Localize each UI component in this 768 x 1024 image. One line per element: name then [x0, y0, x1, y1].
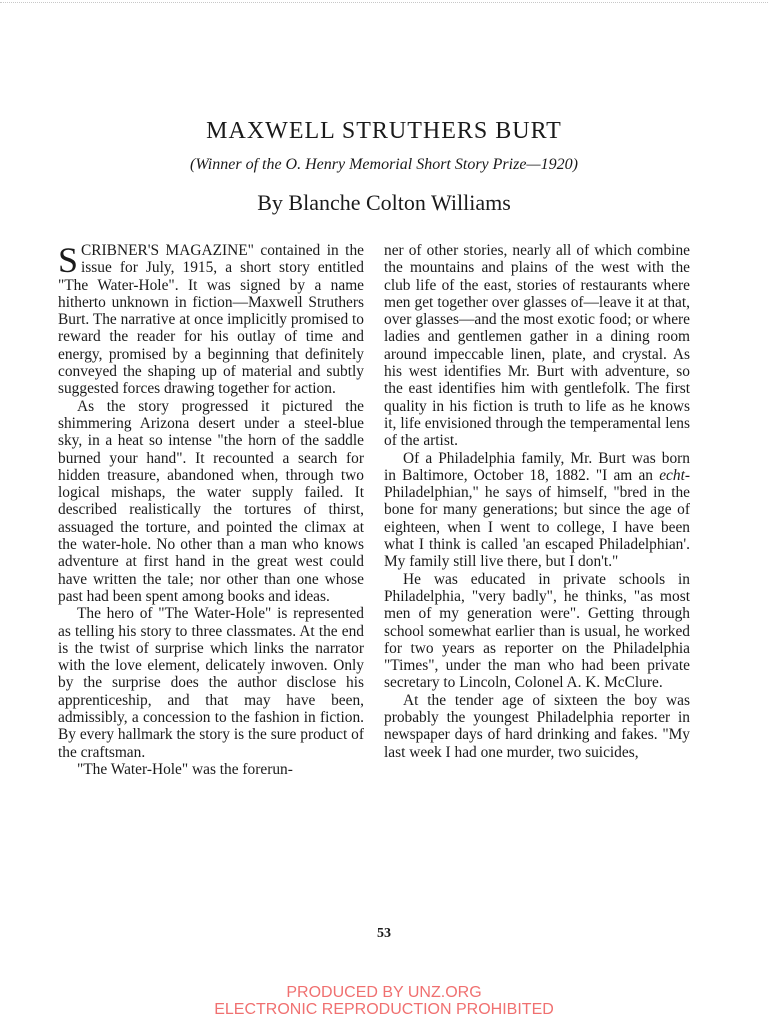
paragraph: ner of other stories, nearly all of which combine the mountains and plains of the west with the club life of the east, stories of restaurants where men get together over glasses of—leave it at that, over glasses—and the most exotic food; or where ladies and gentlemen gather in a dining room around impeccable linen, plate, and crystal. As his west identifies Mr. Burt with adventure, so the east identifies him with gentlefolk. The first quality in his fiction is truth to life as he knows it, life envisioned through the temperamental lens of the artist. [384, 242, 690, 450]
paragraph [58, 242, 364, 398]
right-column [384, 242, 690, 761]
paragraph: At the tender age of sixteen the boy was probably the youngest Philadelphia reporter in newspaper days of hard drinking and fakes. "My last week I had one murder, two suicides, [384, 691, 690, 761]
paragraph: He was educated in private schools in Philadelphia, "very badly", he thinks, "as most men of my generation were". Getting through school somewhat earlier than is usual, he worked for two years as reporter on the Philadelphia "Times", under the man who had been private secretary to Lincoln, Colonel A. K. McClure. [384, 570, 690, 692]
watermark-footer [0, 984, 768, 1018]
scan-edge-line [0, 2, 768, 4]
paragraph [384, 450, 690, 571]
italic-word: echt [659, 466, 685, 484]
page-number: 53 [377, 926, 391, 941]
footer-line-1: PRODUCED BY UNZ.ORG [286, 984, 482, 1001]
article-subtitle: (Winner of the O. Henry Memorial Short Story Prize—1920) [190, 156, 578, 173]
paragraph-text: CRIBNER'S MAGAZINE" contained in the issue for July, 1915, a short story entitled "The Water-Hole". It was signed by a name hitherto unknown in fiction—Maxwell Struthers Burt. The narrative at once implicitly promised to reward the reader for his outlay of time and energy, promised by a beginning that definitely conveyed the shaping up of material and subtly suggested forces drawing together for action. [58, 242, 364, 398]
paragraph: The hero of "The Water-Hole" is represented as telling his story to three classmates. At the end is the twist of surprise which links the narrator with the love element, delicately inwoven. Only by the surprise does the author disclose his apprenticeship, and that may have been, admissibly, a concession to the fashion in fiction. By every hallmark the story is the sure product of the craftsman. [58, 605, 364, 761]
footer-line-2: ELECTRONIC REPRODUCTION PROHIBITED [214, 1001, 554, 1018]
paragraph-text: Of a Philadelphia family, Mr. Burt was born in Baltimore, October 18, 1882. "I am an [384, 449, 690, 484]
paragraph: As the story progressed it pictured the shimmering Arizona desert under a steel-blue sky, in a heat so intense "the horn of the saddle burned your hand". It recounted a search for hidden treasure, abandoned when, through two logical mishaps, the water supply failed. It described realistically the tortures of thirst, assuaged the torture, and pointed the climax at the water-hole. No other than a man who knows adventure at first hand in the great west could have written the tale; nor other than one whose past had been spent among books and ideas. [58, 397, 364, 605]
left-column [58, 242, 364, 778]
drop-cap: S [58, 240, 79, 280]
article-title: MAXWELL STRUTHERS BURT [206, 118, 562, 144]
article-byline: By Blanche Colton Williams [257, 190, 511, 215]
paragraph: "The Water-Hole" was the forerun- [77, 760, 293, 778]
paragraph-text: -Philadelphian," he says of himself, "bred in the bone for many generations; but since the age of eighteen, when I went to college, I have been what I think is called 'an escaped Philadelphian'. My family still live there, but I don't." [384, 466, 690, 571]
